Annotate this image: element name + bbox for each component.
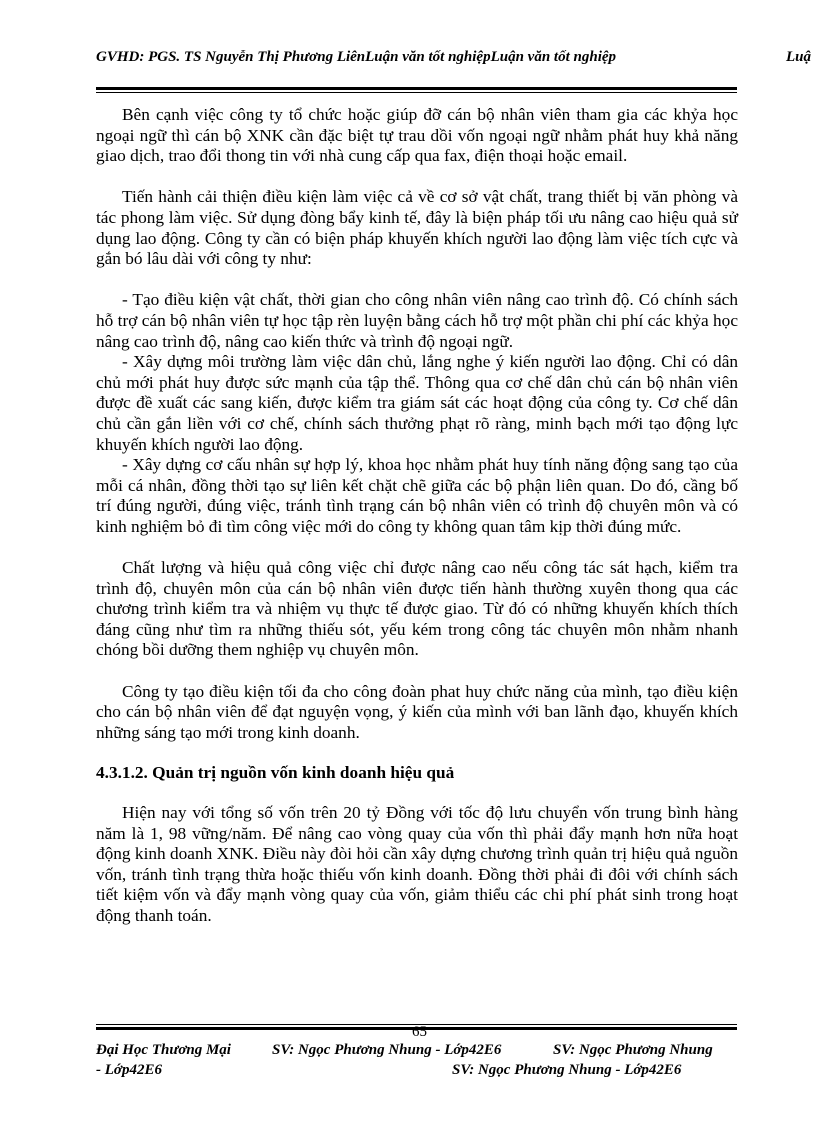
page-footer — [96, 1040, 738, 1080]
header-divider — [96, 87, 737, 93]
paragraph: Bên cạnh việc công ty tổ chức hoặc giúp đỡ cán bộ nhân viên tham gia các khỷa học ngoại ngữ thì cán bộ XNK cần đặc biệt tự trau dồi vốn ngoại ngữ nhằm phát huy khả năng giao dịch, trao đổi thong tin với nhà cung cấp qua fax, điện thoại hoặc email. — [96, 105, 738, 166]
paragraph: Hiện nay với tổng số vốn trên 20 tỷ Đồng với tốc độ lưu chuyển vốn trung bình hàng năm là 1, 98 vững/năm. Để nâng cao vòng quay của vốn thì phải đẩy mạnh hơn nữa hoạt động kinh doanh XNK. Điều này đòi hỏi cần xây dựng chương trình quản trị hiệu quả nguồn vốn, tránh tình trạng thừa hoặc thiếu vốn kinh doanh. Đồng thời phải đi đôi với chính sách tiết kiệm vốn và đẩy mạnh vòng quay của vốn, giảm thiểu các chi phí phát sinh trong hoạt động thanh toán. — [96, 803, 738, 925]
bullet-item: - Tạo điều kiện vật chất, thời gian cho công nhân viên nâng cao trình độ. Có chính sách hỗ trợ cán bộ nhân viên tự học tập rèn luyện bằng cách hỗ trợ một phần chi phí các khỷa học nâng cao trình độ, nâng cao kiến thức và trình độ ngoại ngữ. — [96, 290, 738, 351]
paragraph: Tiến hành cải thiện điều kiện làm việc cả về cơ sở vật chất, trang thiết bị văn phòng và tác phong làm việc. Sử dụng đòng bẩy kinh tế, đây là biện pháp tối ưu nâng cao hiệu quả sử dụng lao động. Công ty cần có biện pháp khuyến khích người lao động làm việc tích cực và gắn bó lâu dài với công ty như: — [96, 187, 738, 269]
footer-student: SV: Ngọc Phương Nhung — [553, 1042, 713, 1058]
bullet-item: - Xây dựng cơ cấu nhân sự hợp lý, khoa học nhằm phát huy tính năng động sang tạo của mỗi cá nhân, đồng thời tạo sự liên kết chặt chẽ giữa các bộ phận liên quan. Do đó, cầng bố trí đúng người, đúng việc, tránh tình trạng cán bộ nhân viên có trình độ chuyên môn và có kinh nghiệm bỏ đi tìm công việc mới do công ty không quan tâm kịp thời đúng mức. — [96, 455, 738, 536]
footer-school: Đại Học Thương Mại — [96, 1042, 231, 1058]
section-heading: 4.3.1.2. Quản trị nguồn vốn kinh doanh hiệu quả — [96, 763, 455, 783]
main-body — [96, 105, 738, 927]
bullet-item: - Xây dựng môi trường làm việc dân chủ, lắng nghe ý kiến người lao động. Chỉ có dân chủ mới phát huy được sức mạnh của tập thể. Thông qua cơ chế dân chủ cán bộ nhân viên được đề xuất các sang kiến, được kiểm tra giám sát các hoạt động của công ty. Cơ chế dân chủ cần gắn liền với cơ chế, chính sách thưởng phạt rõ ràng, minh bạch mới tạo động lực khuyến khích người lao động. — [96, 352, 738, 454]
page-header — [96, 49, 816, 73]
paragraph: Chất lượng và hiệu quả công việc chỉ được nâng cao nếu công tác sát hạch, kiểm tra trình độ, chuyên môn của cán bộ nhân viên được tiến hành thường xuyên thong qua các chương trình kiểm tra và nhiệm vụ thực tế được giao. Từ đó có những khuyến khích thích đáng cũng như tìm ra những thiếu sót, yếu kém trong công tác chuyên môn nhằm nhanh chóng bồi dưỡng them nghiệp vụ chuyên môn. — [96, 558, 738, 660]
paragraph: Công ty tạo điều kiện tối đa cho công đoàn phat huy chức năng của mình, tạo điều kiện cho cán bộ nhân viên để đạt nguyện vọng, ý kiến của mình với ban lãnh đạo, khuyến khích những sáng tạo mới trong kinh doanh. — [96, 681, 738, 742]
footer-student: SV: Ngọc Phương Nhung - Lớp42E6 — [272, 1042, 502, 1058]
footer-class: - Lớp42E6 — [96, 1062, 162, 1078]
header-truncated-text: Luậ — [786, 49, 812, 65]
page-number: 65 — [412, 1024, 427, 1040]
footer-student: SV: Ngọc Phương Nhung - Lớp42E6 — [452, 1062, 682, 1078]
header-advisor-text: GVHD: PGS. TS Nguyễn Thị Phương LiênLuận văn tốt nghiệpLuận văn tốt nghiệp — [96, 49, 617, 65]
